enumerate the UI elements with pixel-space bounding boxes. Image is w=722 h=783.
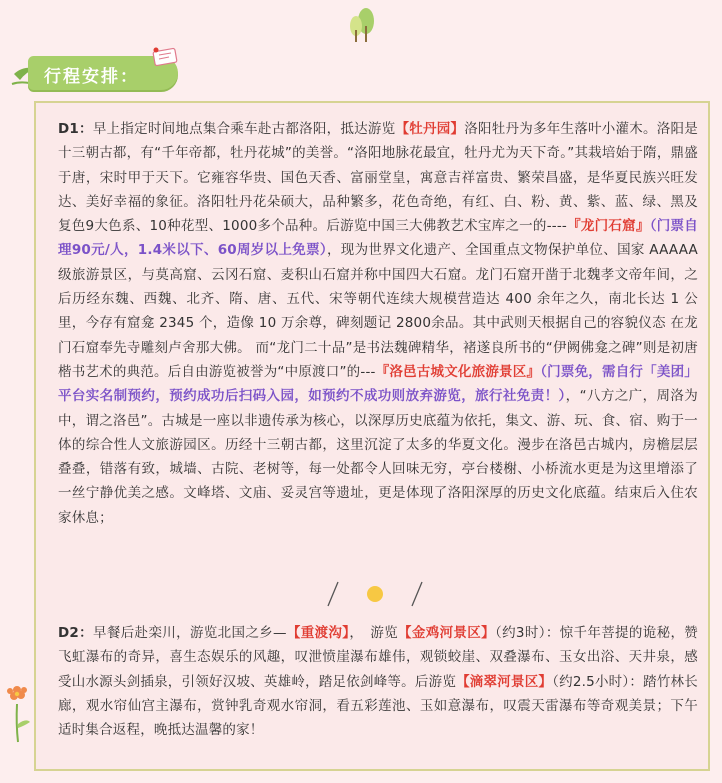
note-icon bbox=[150, 46, 180, 68]
section-title: 行程安排： bbox=[44, 67, 139, 87]
attraction-name: 【滴翠河景区】 bbox=[456, 673, 553, 690]
ticket-note: （门票免，需自行「美团」平台实名制预约，预约成功后扫码入园，如预约不成功则放弃游览，旅行社免责！） bbox=[58, 363, 698, 405]
description-text: （约3时）：惊千年菩提的诡秘，赞飞虹瀑布的奇异，喜生态娱乐的风趣，叹泄愤崖瀑布雄伟，观锁蛟崖、双叠瀑布、玉女出浴、天井泉，感受山水源头剑插泉，引领好汉坡、英雄岭，踏足依剑峰等。后游览 bbox=[58, 625, 698, 690]
attraction-name: 『洛邑古城文化旅游景区』 bbox=[375, 363, 541, 380]
flower-icon bbox=[0, 684, 36, 744]
ticket-note: （门票自理90元/人，1.4米以下、60周岁以上免票） bbox=[58, 218, 698, 259]
description-text: ，现为世界文化遗产、全国重点文物保护单位、国家 AAAAA级旅游景区，与莫高窟、云冈石窟、麦积山石窟并称中国四大石窟。龙门石窟开凿于北魏孝文帝年间，之后历经东魏、西魏、北齐、隋、唐、五代、宋等朝代连续大规模营造达 400 余年之久，南北长达 1 公里，今存有窟龛 2345 个，造像 10 万余尊，碑刻题记 2800余品。其中武则天根据自己的容貌仪态 在龙门石窟奉先寺雕刻卢舍那大佛。 而“龙门二十品”是书法魏碑精华，褚遂良所书的“伊阙佛龛之碑”则是初唐楷书艺术的典范。后自由游览被誉为“中原渡口”的--- bbox=[58, 242, 698, 380]
day-label: D2： bbox=[58, 625, 93, 641]
attraction-name: 【重渡沟】 bbox=[286, 625, 350, 641]
description-text: ， 游览 bbox=[349, 625, 399, 641]
description-text: 早餐后赴栾川，游览北国之乡— bbox=[93, 625, 287, 641]
description-text: 早上指定时间地点集合乘车赴古都洛阳，抵达游览 bbox=[92, 121, 396, 137]
description-text: 洛阳牡丹为多年生落叶小灌木。洛阳是十三朝古都，有“千年帝都，牡丹花城”的美誉。“洛阳地脉花最宜，牡丹尤为天下奇。”其栽培始于隋，鼎盛于唐，宋时甲于天下。它雍容华贵、国色天香、富丽堂皇，寓意吉祥富贵、繁荣昌盛，是华夏民族兴旺发达、美好幸福的象征。洛阳牡丹花朵硕大，品种繁多，花色奇绝，有红、白、粉、黄、紫、蓝、绿、黑及复色9大色系、10种花型、1000多个品种。后游览中国三大佛教艺术宝库之一的---- bbox=[58, 121, 699, 235]
description-text: （约2.5小时）：踏竹林长廊，观水帘仙宫主瀑布，赏钟乳奇观水帘洞，看五彩莲池、玉如意瀑布，叹震天雷瀑布等奇观美景；下午适时集合返程，晚抵达温馨的家！ bbox=[58, 673, 698, 739]
day-label: D1： bbox=[58, 121, 93, 137]
day1-paragraph bbox=[58, 117, 698, 530]
attraction-name: 【牡丹园】 bbox=[395, 121, 465, 137]
description-text: ，“八方之广，周洛为中，谓之洛邑”。古城是一座以非遗传承为核心，以深厚历史底蕴为依托，集文、游、玩、食、宿、购于一体的综合性人文旅游园区。历经十三朝古都，这里沉淀了太多的华夏文化。漫步在洛邑古城内，房檐层层叠叠，错落有致，城墙、古院、老树等，每一处都令人回味无穷，亭台楼榭、小桥流水更是为这里增添了一丝宁静优美之感。文峰塔、文庙、妥灵宫等遗址，更是体现了洛阳深厚的历史文化底蕴。结束后入住农家休息； bbox=[58, 388, 698, 526]
day2-paragraph bbox=[58, 621, 698, 742]
attraction-name: 【金鸡河景区】 bbox=[398, 625, 495, 641]
tree-icon bbox=[340, 4, 384, 44]
divider-dot-icon bbox=[320, 580, 430, 608]
attraction-name: 『龙门石窟』 bbox=[567, 218, 650, 235]
